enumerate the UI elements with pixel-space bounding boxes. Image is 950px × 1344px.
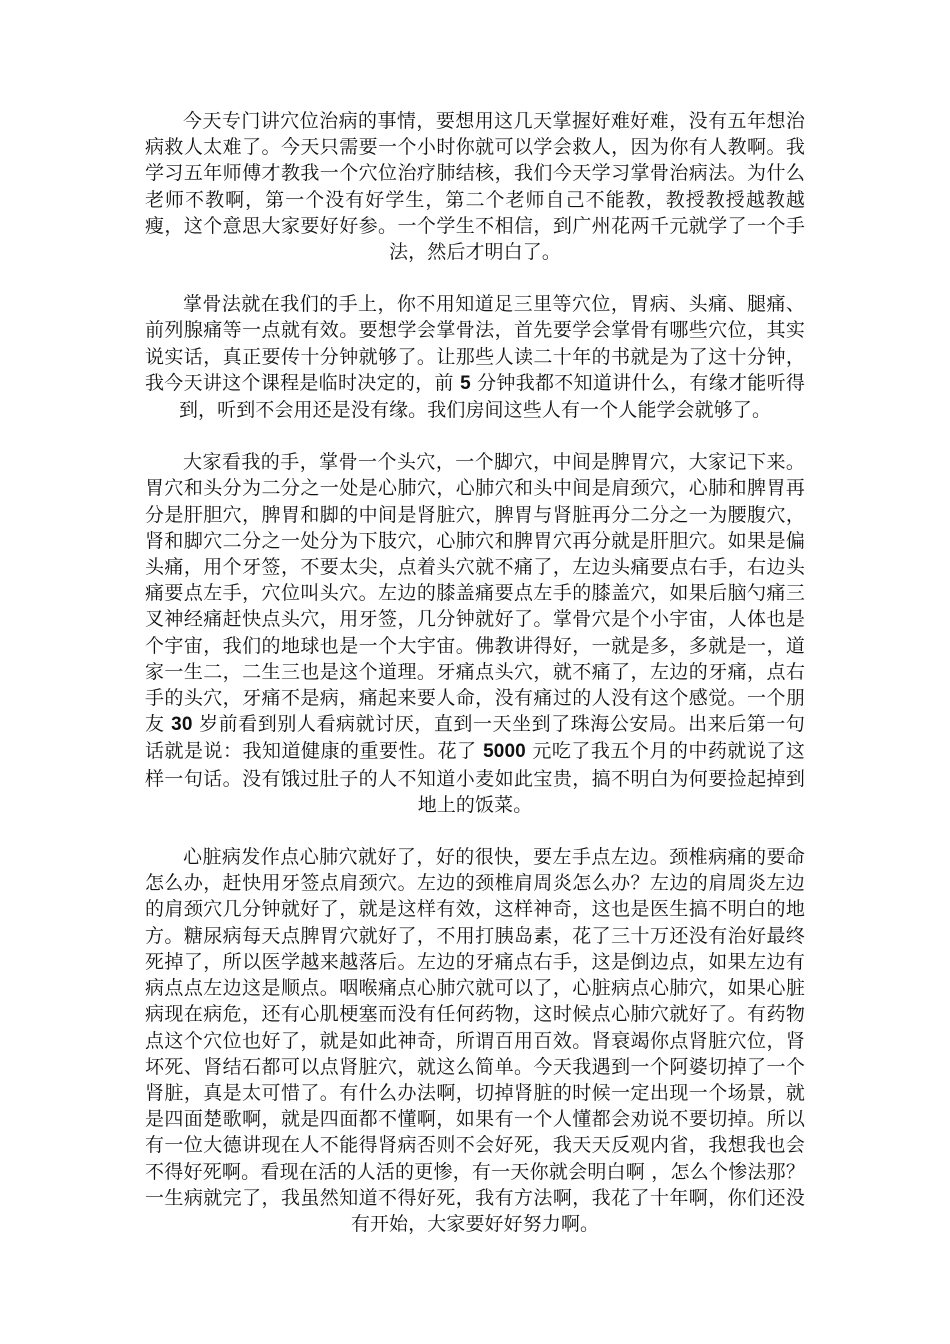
paragraph-text: 大家看我的手，掌骨一个头穴，一个脚穴，中间是脾胃穴，大家记下来。胃穴和头分为二分之一处是心肺穴，心肺穴和头中间是肩颈穴，心肺和脾胃再分是肝胆穴，脾胃和脚的中间是肾脏穴，脾胃与肾脏再分二分之一为腰腹穴，肾和脚穴二分之一处分为下肢穴，心肺穴和脾胃穴再分就是肝胆穴。如果是偏头痛，用个牙签，不要太尖，点着头穴就不痛了，左边头痛要点右手，右边头痛要点左手，穴位叫头穴。左边的膝盖痛要点左手的膝盖穴，如果后脑勺痛三叉神经痛赶快点头穴，用牙签，几分钟就好了。掌骨穴是个小宇宙，人体也是个宇宙，我们的地球也是一个大宇宙。佛教讲得好，一就是多，多就是一，道家一生二，二生三也是这个道理。牙痛点头穴，就不痛了，左边的牙痛，点右手的头穴，牙痛不是病，痛起来要人命，没有痛过的人没有这个感觉。一个朋友 — [145, 451, 805, 736]
paragraph-text: 今天专门讲穴位治病的事情，要想用这几天掌握好难好难，没有五年想治病救人太难了。今天只需要一个小时你就可以学会救人，因为你有人教啊。我学习五年师傅才教我一个穴位治疗肺结核，我们今天学习掌骨治病法。为什么老师不教啊，第一个没有好学生，第二个老师自己不能教，教授教授越教越瘦，这个意思大家要好好参。一个学生不相信，到广州花两千元就学了一个手法，然后才明白了。 — [145, 110, 805, 264]
bold-number: 5000 — [483, 741, 526, 763]
paragraph-text: 分钟我都不知道讲什么，有缘才能听得到，听到不会用还是没有缘。我们房间这些人有一个人能学会就够了。 — [178, 371, 805, 422]
paragraph-text: 心脏病发作点心肺穴就好了，好的很快，要左手点左边。颈椎病痛的要命怎么办，赶快用牙签点肩颈穴。左边的颈椎肩周炎怎么办？左边的肩周炎左边的肩颈穴几分钟就好了，就是这样有效，这样神奇，这也是医生搞不明白的地方。糖尿病每天点脾胃穴就好了，不用打胰岛素，花了三十万还没有治好最终死掉了，所以医学越来越落后。左边的牙痛点右手，这是倒边点，如果左边有病点点左边这是顺点。咽喉痛点心肺穴就可以了，心脏病点心肺穴，如果心脏病现在病危，还有心肌梗塞而没有任何药物，这时候点心肺穴就好了。有药物点这个穴位也好了，就是如此神奇，所谓百用百效。肾衰竭你点肾脏穴位，肾坏死、肾结石都可以点肾脏穴，就这么简单。今天我遇到一个阿婆切掉了一个肾脏，真是太可惜了。有什么办法啊，切掉肾脏的时候一定出现一个场景，就是四面楚歌啊，就是四面都不懂啊，如果有一个人懂都会劝说不要切掉。所以有一位大德讲现在人不能得肾病否则不会好死，我天天反观内省，我想我也会不得好死啊。看现在活的人活的更惨，有一天你就会明白啊 ，怎么个惨法那？一生病就完了，我虽然知道不得好死，我有方法啊，我花了十年啊，你们还没有开始，大家要好好努力啊。 — [145, 846, 805, 1235]
bold-number: 30 — [171, 714, 193, 736]
document-page — [145, 108, 805, 1263]
bold-number: 5 — [460, 372, 471, 394]
paragraph-text: 岁前看到别人看病就讨厌，直到一天坐到了珠海公安局。出来后第一句话就是说：我知道健康的重要性。花了 — [145, 713, 805, 763]
paragraph-text: 掌骨法就在我们的手上，你不用知道足三里等穴位，胃病、头痛、腿痛、前列腺痛等一点就有效。要想学会掌骨法，首先要学会掌骨有哪些穴位，其实说实话，真正要传十分钟就够了。让那些人读二十年的书就是为了这十分钟，我今天讲这个课程是临时决定的，前 — [145, 293, 805, 394]
paragraph — [145, 449, 805, 818]
paragraph — [145, 291, 805, 423]
paragraph — [145, 844, 805, 1237]
paragraph-text: 元吃了我五个月的中药就说了这样一句话。没有饿过肚子的人不知道小麦如此宝贵，搞不明白为何要捡起掉到地上的饭菜。 — [145, 740, 805, 816]
paragraph — [145, 108, 805, 265]
